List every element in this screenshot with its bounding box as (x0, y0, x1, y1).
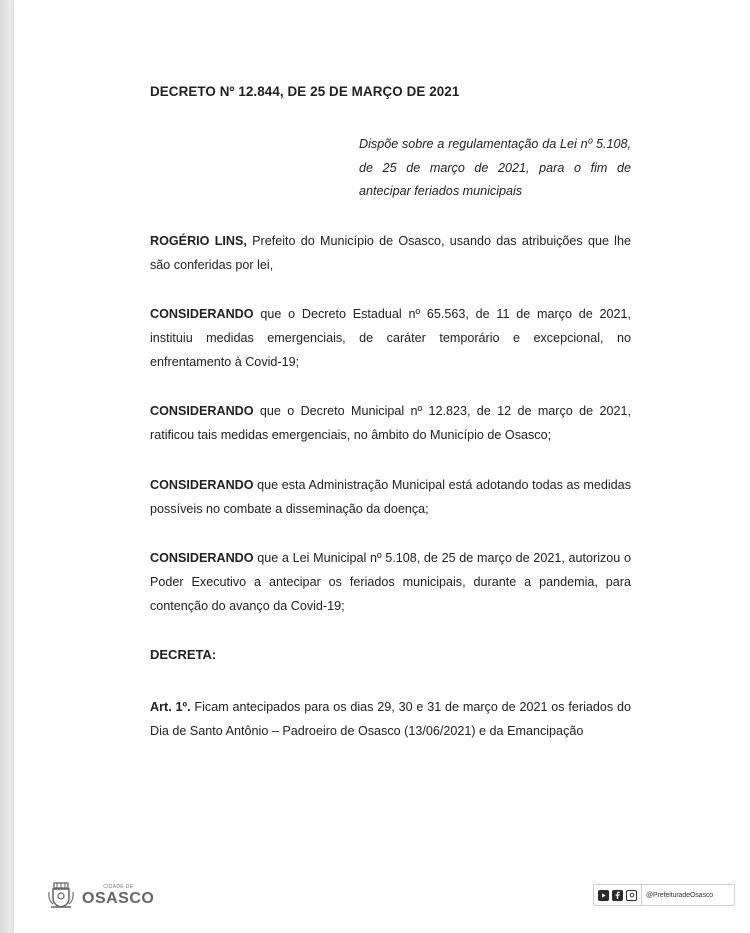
considerando-lead: CONSIDERANDO (150, 478, 254, 492)
facebook-icon[interactable] (612, 890, 623, 901)
social-handle[interactable]: @PrefeituradeOsasco (646, 891, 714, 899)
decree-ementa: Dispõe sobre a regulamentação da Lei nº 5.108, de 25 de março de 2021, para o fim de antecipar feriados municipais (359, 137, 631, 198)
page-edge (0, 0, 14, 933)
considerando-paragraph-1 (150, 302, 631, 374)
article-1-lead: Art. 1º. (150, 700, 191, 714)
decree-title: DECRETO Nº 12.844, DE 25 DE MARÇO DE 2021 (150, 84, 460, 99)
preamble-paragraph (150, 229, 631, 277)
logo-text: OSASCO (82, 889, 155, 907)
osasco-logo (46, 880, 154, 910)
article-1-paragraph (150, 695, 631, 743)
considerando-paragraph-2 (150, 399, 631, 447)
social-media-bar (593, 884, 735, 906)
considerando-lead: CONSIDERANDO (150, 551, 254, 565)
instagram-icon[interactable] (626, 890, 637, 901)
considerando-lead: CONSIDERANDO (150, 307, 254, 321)
city-emblem-icon (46, 880, 76, 910)
considerando-paragraph-4 (150, 546, 631, 618)
considerando-text: que o Decreto Municipal nº 12.823, de 12 de março de 2021, ratificou tais medidas emergenciais, no âmbito do Município de Osasco; (150, 404, 631, 442)
preamble-lead: ROGÉRIO LINS, (150, 234, 247, 248)
considerando-text: que a Lei Municipal nº 5.108, de 25 de março de 2021, autorizou o Poder Executivo a antecipar os feriados municipais, durante a pandemia, para contenção do avanço da Covid-19; (150, 551, 631, 613)
article-1-text: Ficam antecipados para os dias 29, 30 e 31 de março de 2021 os feriados do Dia de Santo Antônio – Padroeiro de Osasco (13/06/2021) e da Emancipação (150, 700, 631, 738)
preamble-text: Prefeito do Município de Osasco, usando das atribuições que lhe são conferidas por lei, (150, 234, 631, 272)
decreta-heading: DECRETA: (150, 647, 217, 662)
youtube-icon[interactable] (598, 890, 609, 901)
considerando-paragraph-3 (150, 473, 631, 521)
considerando-lead: CONSIDERANDO (150, 404, 254, 418)
logo-small-text: CIDADE DE (103, 883, 134, 890)
considerando-text: que esta Administração Municipal está adotando todas as medidas possíveis no combate a disseminação da doença; (150, 478, 631, 516)
considerando-text: que o Decreto Estadual nº 65.563, de 11 de março de 2021, instituiu medidas emergenciais, de caráter temporário e excepcional, no enfrentamento à Covid-19; (150, 307, 631, 369)
